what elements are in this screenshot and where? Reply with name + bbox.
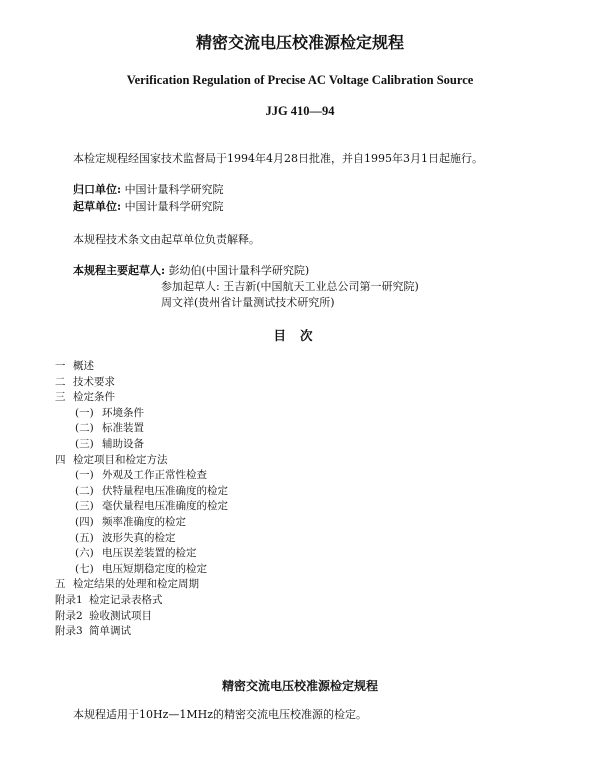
toc-item-text: 标准装置 (102, 422, 144, 435)
toc-item-number: 附录1 (55, 593, 83, 606)
toc-item (55, 406, 575, 422)
main-drafter-label: 本规程主要起草人: (73, 264, 166, 277)
scope-statement: 本规程适用于10Hz—1MHz的精密交流电压校准源的检定。 (73, 708, 368, 721)
participant-1-value: 王吉新(中国航天工业总公司第一研究院) (223, 280, 419, 293)
main-drafter-value: 彭幼伯(中国计量科学研究院) (168, 264, 310, 277)
toc-item-number: (一) (75, 469, 94, 482)
toc-item (55, 390, 575, 406)
toc-title: 目次 (273, 328, 327, 343)
toc-item-text: 环境条件 (102, 406, 144, 419)
toc-item-text: 外观及工作正常性检查 (102, 469, 207, 482)
toc-item-text: 频率准确度的检定 (102, 515, 186, 528)
regulation-code: JJG 410—94 (265, 104, 335, 118)
toc-item-number: 二 (55, 375, 66, 388)
toc-item-text: 电压短期稳定度的检定 (102, 562, 207, 575)
toc-item-number: 三 (55, 391, 66, 404)
toc-item-number: (二) (75, 484, 94, 497)
managing-unit (73, 183, 224, 197)
participant-drafter-2: 周文祥(贵州省计量测试技术研究所) (161, 296, 335, 309)
approval-statement: 本检定规程经国家技术监督局于1994年4月28日批准，并自1995年3月1日起施行。 (73, 152, 483, 165)
toc-item-number: 附录3 (55, 625, 83, 638)
toc-item-number: (六) (75, 547, 94, 560)
toc-item-text: 简单调试 (89, 625, 131, 638)
toc-item (55, 375, 575, 391)
toc-item (55, 562, 575, 578)
toc-item-text: 验收测试项目 (89, 609, 152, 622)
interpretation-statement: 本规程技术条文由起草单位负责解释。 (73, 233, 260, 246)
toc-item (55, 577, 575, 593)
toc-item (55, 624, 575, 640)
drafting-unit (73, 200, 224, 214)
toc-item-number: (三) (75, 437, 94, 450)
participants-label: 参加起草人: (161, 280, 220, 293)
toc-item-number: (一) (75, 406, 94, 419)
toc-item-text: 概述 (73, 360, 94, 372)
main-drafter (73, 264, 309, 278)
toc-item-text: 毫伏量程电压准确度的检定 (102, 500, 228, 513)
toc-item (55, 546, 575, 562)
toc-item-text: 波形失真的检定 (102, 531, 176, 544)
drafting-unit-label: 起草单位: (73, 200, 122, 213)
toc-item (55, 484, 575, 500)
toc-item-number: 附录2 (55, 609, 83, 622)
toc-item-number: 四 (55, 453, 66, 466)
toc-item (55, 515, 575, 531)
toc-item-number: 五 (55, 578, 66, 591)
body-title: 精密交流电压校准源检定规程 (221, 679, 378, 693)
toc-item-text: 检定记录表格式 (89, 593, 163, 606)
toc-item-text: 检定条件 (73, 391, 115, 404)
toc-item-number: 一 (55, 360, 66, 372)
managing-unit-label: 归口单位: (73, 183, 122, 196)
toc-item-number: (三) (75, 500, 94, 513)
toc-item (55, 468, 575, 484)
document-title-cn: 精密交流电压校准源检定规程 (195, 33, 404, 52)
toc-item-text: 伏特量程电压准确度的检定 (102, 484, 228, 497)
document-title-en: Verification Regulation of Precise AC Voltage Calibration Source (126, 73, 474, 87)
toc-item-number: (七) (75, 562, 94, 575)
toc-item (55, 531, 575, 547)
toc-item-text: 电压误差装置的检定 (102, 547, 197, 560)
table-of-contents (55, 359, 575, 640)
toc-item-number: (四) (75, 515, 94, 528)
toc-item-text: 辅助设备 (102, 437, 144, 450)
toc-item (55, 359, 575, 375)
participant-drafter-1 (161, 280, 419, 294)
toc-item-number: (五) (75, 531, 94, 544)
toc-item-number: (二) (75, 422, 94, 435)
toc-item (55, 437, 575, 453)
toc-item (55, 421, 575, 437)
toc-item (55, 609, 575, 625)
toc-item (55, 593, 575, 609)
toc-item-text: 技术要求 (73, 375, 115, 388)
toc-item-text: 检定结果的处理和检定周期 (73, 578, 199, 591)
drafting-unit-value: 中国计量科学研究院 (124, 200, 224, 213)
managing-unit-value: 中国计量科学研究院 (124, 183, 224, 196)
toc-item-text: 检定项目和检定方法 (73, 453, 168, 466)
toc-item (55, 499, 575, 515)
toc-item (55, 453, 575, 469)
